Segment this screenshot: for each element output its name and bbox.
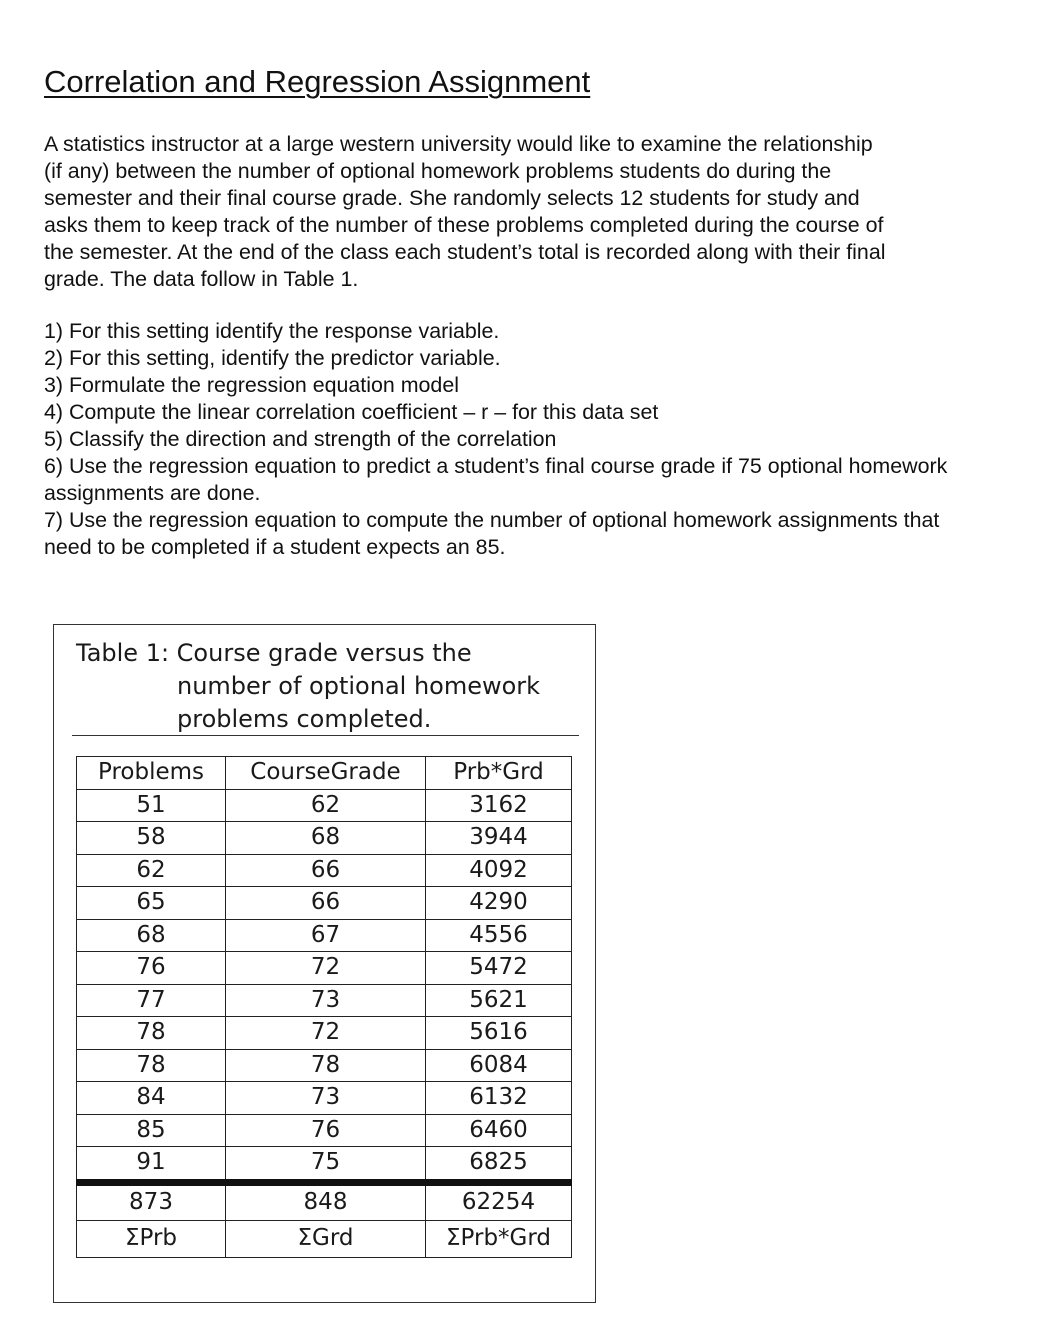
problems-cell: 78 bbox=[77, 1049, 226, 1082]
problems-cell: 65 bbox=[77, 887, 226, 920]
question-text: 6) Use the regression equation to predict a student’s final course grade if 75 optional homework bbox=[44, 454, 948, 478]
problems-cell: 51 bbox=[77, 789, 226, 822]
question-item bbox=[44, 318, 1044, 345]
intro-line: the semester. At the end of the class each student’s total is recorded along with their final bbox=[44, 240, 886, 264]
product-cell: 5472 bbox=[426, 952, 572, 985]
table-row bbox=[77, 919, 572, 952]
product-cell: 6460 bbox=[426, 1114, 572, 1147]
product-cell: 5616 bbox=[426, 1017, 572, 1050]
grade-cell: 72 bbox=[226, 1017, 426, 1050]
table-row bbox=[77, 1082, 572, 1115]
data-table-figure bbox=[53, 624, 596, 1303]
intro-paragraph bbox=[44, 131, 994, 293]
intro-line: (if any) between the number of optional homework problems students do during the bbox=[44, 159, 832, 183]
grade-cell: 73 bbox=[226, 1082, 426, 1115]
column-header-course-grade: CourseGrade bbox=[226, 757, 426, 790]
intro-line: A statistics instructor at a large western university would like to examine the relationship bbox=[44, 132, 873, 156]
table-row bbox=[77, 1147, 572, 1183]
question-list bbox=[44, 318, 1044, 561]
table-row bbox=[77, 1114, 572, 1147]
question-text-continued: need to be completed if a student expects an 85. bbox=[44, 535, 506, 559]
problems-cell: 62 bbox=[77, 854, 226, 887]
caption-divider bbox=[72, 735, 579, 736]
question-text: 2) For this setting, identify the predictor variable. bbox=[44, 346, 501, 370]
table-row bbox=[77, 952, 572, 985]
problems-cell: 58 bbox=[77, 822, 226, 855]
product-cell: 5621 bbox=[426, 984, 572, 1017]
grade-cell: 78 bbox=[226, 1049, 426, 1082]
total-product-cell: 62254 bbox=[426, 1182, 572, 1220]
grade-cell: 66 bbox=[226, 887, 426, 920]
sum-grade-label: ΣGrd bbox=[226, 1220, 426, 1257]
product-cell: 6084 bbox=[426, 1049, 572, 1082]
problems-cell: 85 bbox=[77, 1114, 226, 1147]
question-text: 3) Formulate the regression equation model bbox=[44, 373, 459, 397]
question-text: 7) Use the regression equation to compute the number of optional homework assignments that bbox=[44, 508, 940, 532]
table-caption-line: problems completed. bbox=[177, 705, 432, 733]
product-cell: 3162 bbox=[426, 789, 572, 822]
problems-cell: 84 bbox=[77, 1082, 226, 1115]
problems-cell: 76 bbox=[77, 952, 226, 985]
question-text: 1) For this setting identify the response variable. bbox=[44, 319, 500, 343]
total-grade-cell: 848 bbox=[226, 1182, 426, 1220]
table-row bbox=[77, 854, 572, 887]
question-item bbox=[44, 453, 1044, 507]
product-cell: 3944 bbox=[426, 822, 572, 855]
question-item bbox=[44, 507, 1044, 561]
grade-cell: 68 bbox=[226, 822, 426, 855]
table-caption-line: number of optional homework bbox=[177, 672, 541, 700]
product-cell: 4092 bbox=[426, 854, 572, 887]
total-problems-cell: 873 bbox=[77, 1182, 226, 1220]
problems-cell: 78 bbox=[77, 1017, 226, 1050]
grade-cell: 62 bbox=[226, 789, 426, 822]
question-text: 5) Classify the direction and strength of the correlation bbox=[44, 427, 557, 451]
question-item bbox=[44, 426, 1044, 453]
table-row bbox=[77, 1017, 572, 1050]
intro-line: semester and their final course grade. She randomly selects 12 students for study and bbox=[44, 186, 860, 210]
grade-cell: 75 bbox=[226, 1147, 426, 1183]
table-caption-line: Table 1: Course grade versus the bbox=[76, 639, 472, 667]
question-text: 4) Compute the linear correlation coefficient – r – for this data set bbox=[44, 400, 659, 424]
table-row bbox=[77, 887, 572, 920]
table-row bbox=[77, 822, 572, 855]
problems-cell: 77 bbox=[77, 984, 226, 1017]
product-cell: 6825 bbox=[426, 1147, 572, 1183]
page-title: Correlation and Regression Assignment bbox=[44, 64, 591, 99]
question-item bbox=[44, 345, 1044, 372]
table-row bbox=[77, 789, 572, 822]
grade-cell: 73 bbox=[226, 984, 426, 1017]
table-row bbox=[77, 984, 572, 1017]
sum-product-label: ΣPrb*Grd bbox=[426, 1220, 572, 1257]
question-text-continued: assignments are done. bbox=[44, 481, 261, 505]
problems-cell: 91 bbox=[77, 1147, 226, 1183]
product-cell: 4290 bbox=[426, 887, 572, 920]
grade-cell: 66 bbox=[226, 854, 426, 887]
table-caption bbox=[76, 637, 576, 736]
problems-cell: 68 bbox=[77, 919, 226, 952]
totals-label-row bbox=[77, 1220, 572, 1257]
column-header-product: Prb*Grd bbox=[426, 757, 572, 790]
intro-line: grade. The data follow in Table 1. bbox=[44, 267, 359, 291]
product-cell: 4556 bbox=[426, 919, 572, 952]
totals-row bbox=[77, 1182, 572, 1220]
question-item bbox=[44, 399, 1044, 426]
grade-cell: 72 bbox=[226, 952, 426, 985]
table-row bbox=[77, 1049, 572, 1082]
grade-cell: 67 bbox=[226, 919, 426, 952]
table-header-row bbox=[77, 757, 572, 790]
intro-line: asks them to keep track of the number of these problems completed during the course of bbox=[44, 213, 884, 237]
question-item bbox=[44, 372, 1044, 399]
sum-problems-label: ΣPrb bbox=[77, 1220, 226, 1257]
product-cell: 6132 bbox=[426, 1082, 572, 1115]
grade-cell: 76 bbox=[226, 1114, 426, 1147]
data-table bbox=[76, 756, 572, 1258]
column-header-problems: Problems bbox=[77, 757, 226, 790]
